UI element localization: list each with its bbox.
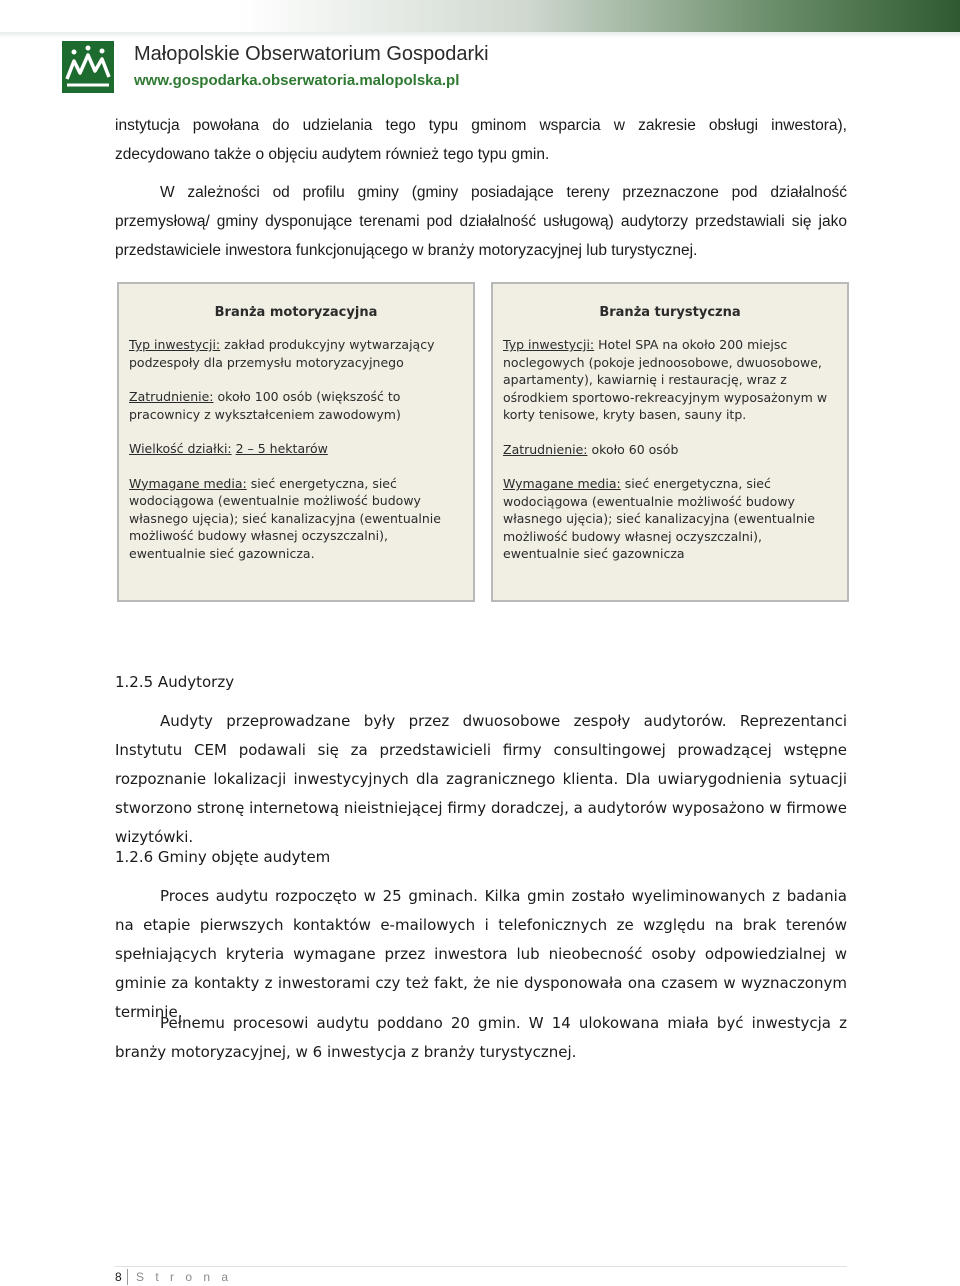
investment-type-label: Typ inwestycji: xyxy=(129,337,221,352)
page-label: S t r o n a xyxy=(136,1270,233,1284)
section-heading-municipalities: 1.2.6 Gminy objęte audytem xyxy=(115,848,331,866)
section-text-auditors: Audyty przeprowadzane były przez dwuosobowe zespoły audytorów. Reprezentanci Instytutu CEM podawali się za przedstawicieli firmy consultingowej prowadzącej wstępne rozpoznanie lokalizacji inwestycyjnych dla zagranicznego klienta. Dla uwiarygodnienia sytuacji stworzono stronę internetową nieistniejącej firmy doradczej, a audytorów wyposażono w firmowe wizytówki. xyxy=(115,712,847,846)
employment-text: około 100 osób (większość to pracownicy z wykształceniem zawodowym) xyxy=(129,389,401,422)
page-number: 8 xyxy=(115,1270,122,1284)
investment-type-text: Hotel SPA na około 200 miejsc noclegowych (pokoje jednoosobowe, dwuosobowe, apartamenty), kawiarnię i restaurację, wraz z ośrodkiem sportowo-rekreacyjnym wyposażonym w korty tenisowe, kryty basen, sauny itp. xyxy=(503,337,828,422)
investment-type xyxy=(129,336,467,371)
employment-label: Zatrudnienie: xyxy=(503,441,588,457)
profile-box-title: Branża turystyczna xyxy=(599,305,741,320)
required-utilities-label: Wymagane media: xyxy=(503,476,621,491)
section-text-municipalities-2: Pełnemu procesowi audytu poddano 20 gmin. W 14 ulokowana miała być inwestycja z branży motoryzacyjnej, w 6 inwestycja z branży turystycznej. xyxy=(115,1014,847,1061)
section-text-municipalities-1: Proces audytu rozpoczęto w 25 gminach. Kilka gmin zostało wyeliminowanych z badania na etapie pierwszych kontaktów e-mailowych i telefonicznych ze względu na brak terenów spełniających kryteria wymagane przez inwestora lub nieobecność osoby odpowiedzialnej w gminie za kontakty z inwestorami czy też fakt, że nie dysponowała ona czasem w wyznaczonym terminie. xyxy=(115,887,847,1021)
skyline-logo-icon xyxy=(62,41,114,93)
required-utilities xyxy=(503,475,841,563)
paragraph-continuation: instytucja powołana do udzielania tego typu gminom wsparcia w zakresie obsługi inwestora), zdecydowano także o objęciu audytem również tego typu gmin. xyxy=(115,117,847,163)
organization-url[interactable]: www.gospodarka.obserwatoria.malopolska.pl xyxy=(134,72,460,89)
investment-type-text: zakład produkcyjny wytwarzający podzespoły dla przemysłu motoryzacyjnego xyxy=(129,337,435,370)
investment-type-label: Typ inwestycji: xyxy=(503,337,595,352)
profile-box-tourism xyxy=(491,282,849,602)
section-heading-auditors: 1.2.5 Audytorzy xyxy=(115,673,235,691)
header-gradient-bar xyxy=(0,0,960,32)
required-utilities-label: Wymagane media: xyxy=(129,475,247,491)
required-utilities-text: sieć energetyczna, sieć wodociągowa (ewentualnie możliwość budowy własnego ujęcia); sieć kanalizacyjna (ewentualnie możliwość budowy własnej oczyszczalni), ewentualnie sieć gazownicza. xyxy=(129,475,441,561)
profile-box-automotive xyxy=(117,282,475,602)
investment-type xyxy=(503,336,841,424)
employment-label: Zatrudnienie: xyxy=(129,389,214,404)
plot-size-label: Wielkość działki: xyxy=(129,441,232,456)
profile-box-title: Branża motoryzacyjna xyxy=(214,305,378,320)
employment-text: około 60 osób xyxy=(591,441,679,457)
employment xyxy=(503,441,841,459)
footer-separator xyxy=(127,1269,128,1285)
employment xyxy=(129,388,467,423)
header-gradient-fade xyxy=(0,32,960,38)
footer-rule xyxy=(115,1266,847,1267)
required-utilities xyxy=(129,475,467,563)
plot-size-text: 2 – 5 hektarów xyxy=(235,441,328,456)
paragraph-audit-profile: W zależności od profilu gminy (gminy posiadające tereny przeznaczone pod działalność przemysłową/ gminy dysponujące terenami pod działalność usługową) audytorzy przedstawiali się jako przedstawiciele inwestora funkcjonującego w branży motoryzacyjnej lub turystycznej. xyxy=(115,184,847,259)
required-utilities-text: sieć energetyczna, sieć wodociągowa (ewentualnie możliwość budowy własnego ujęcia); sieć kanalizacyjna (ewentualnie możliwość budowy własnej oczyszczalni), ewentualnie sieć gazownicza xyxy=(503,476,815,561)
plot-size xyxy=(129,440,467,458)
organization-name: Małopolskie Obserwatorium Gospodarki xyxy=(134,43,489,65)
